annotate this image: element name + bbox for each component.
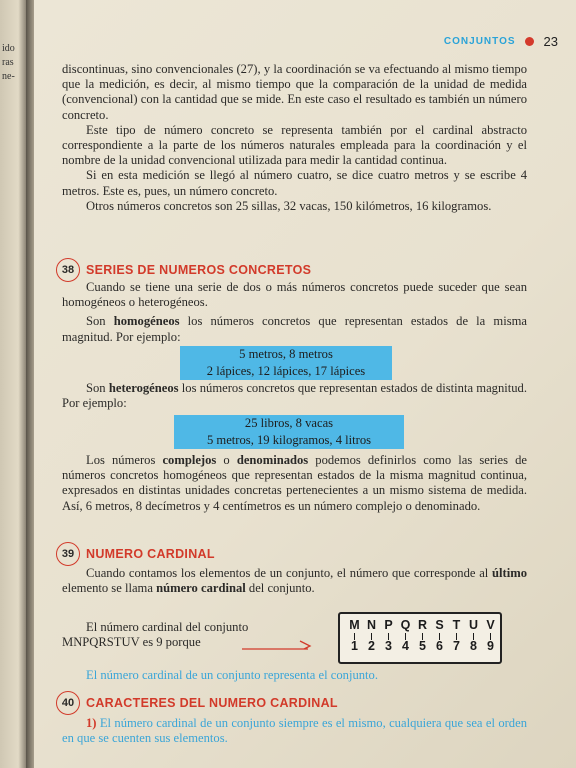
section-title: SERIES DE NUMEROS CONCRETOS [86, 263, 312, 277]
text-run: podemos definirlos como las series de números concretos homogéneos que representan estados de la misma magnitud continua, expresados en distintas unidades concretas pertenecientes a un mismo sistema de medida. Así, 6 metros, 8 decímetros y 4 centímetros es un número complejo o denominado. [62, 453, 528, 513]
section-title: CARACTERES DEL NUMERO CARDINAL [86, 696, 338, 710]
section-40-heading [56, 690, 338, 716]
set-letter: S [435, 618, 444, 632]
example-line: 5 metros, 19 kilogramos, 4 litros [206, 433, 372, 447]
letters-row [346, 618, 499, 632]
item-text: El número cardinal de un conjunto siempre es el mismo, cualquiera que sea el orden en que se cuenten sus elementos. [62, 716, 527, 746]
paragraph [62, 566, 527, 596]
section-40-item [62, 716, 527, 746]
section-number-badge: 39 [56, 542, 80, 566]
term-numero-cardinal: número cardinal [156, 581, 246, 596]
section-38-intro [62, 280, 527, 345]
text-run: los números concretos que representan estados de distinta magnitud. Por ejemplo: [62, 381, 528, 411]
page-number: 23 [543, 34, 558, 49]
set-number: 9 [487, 639, 494, 653]
arrow-icon [242, 637, 314, 651]
paragraph: Si en esta medición se llegó al número cuatro, se dice cuatro metros y se escribe 4 metros. Este es, pues, un número concreto. [62, 168, 527, 198]
previous-page-text [2, 42, 24, 84]
term-ultimo: último [492, 566, 527, 580]
prev-fragment: ido [2, 43, 15, 54]
term-homogeneos: homogéneos [113, 314, 180, 329]
running-head: CONJUNTOS [443, 36, 516, 47]
paragraph: Otros números concretos son 25 sillas, 32 vacas, 150 kilómetros, 16 kilogramos. [86, 198, 492, 213]
set-number: 6 [436, 639, 443, 653]
prev-fragment: ras [2, 57, 14, 68]
book-page [34, 0, 576, 768]
set-number: 1 [351, 639, 358, 653]
term-heterogeneos: heterogéneos [108, 381, 179, 395]
example-box-heterogeneous [174, 415, 404, 449]
text-run: elemento se llama [62, 581, 157, 596]
section-38-complex [62, 453, 527, 514]
intro-text [62, 62, 527, 214]
term-complejos: complejos [162, 453, 217, 467]
example-box-homogeneous [180, 346, 392, 380]
paragraph: Cuando se tiene una serie de dos o más números concretos puede suceder que sean homogéneos o heterogéneos. [62, 280, 527, 310]
set-letter: U [468, 618, 479, 632]
example-line: 25 libros, 8 vacas [244, 416, 334, 430]
section-38-heterogeneous [62, 381, 527, 411]
set-number: 7 [453, 639, 460, 653]
text-run: los números concretos que representan estados de la misma magnitud. Por ejemplo: [62, 314, 527, 344]
page-header [444, 34, 558, 49]
example-line: 2 lápices, 12 lápices, 17 lápices [206, 364, 366, 378]
example-line: El número cardinal del conjunto [86, 620, 249, 634]
set-number: 8 [470, 639, 477, 653]
numbers-row [346, 639, 499, 653]
set-letter: M [349, 618, 360, 632]
set-number: 5 [419, 639, 426, 653]
text-run: o [216, 453, 237, 467]
red-dot-icon [525, 37, 534, 46]
set-letter: N [366, 618, 377, 632]
set-number: 2 [368, 639, 375, 653]
paragraph [62, 453, 527, 514]
section-39-text [62, 566, 527, 596]
cardinal-example-text [62, 620, 248, 650]
letter-number-correspondence [338, 612, 502, 664]
paragraph: Este tipo de número concreto se representa también por el cardinal abstracto correspondiente a la parte de los números naturales empleada para la coordinación y el nombre de la unidad convencional utilizada para medir la cantidad continua. [62, 122, 527, 168]
set-number: 3 [385, 639, 392, 653]
item-number: 1) [86, 716, 97, 730]
text-run: Son [86, 314, 114, 329]
set-letter: Q [400, 618, 411, 632]
text-run: Son [86, 381, 109, 395]
example-line: 5 metros, 8 metros [239, 347, 333, 361]
text-run: Cuando contamos los elementos de un conjunto, el número que corresponde al [86, 566, 493, 580]
paragraph [62, 314, 527, 344]
text-run: del conjunto. [245, 581, 315, 596]
set-letter: V [486, 618, 495, 632]
set-letter: T [452, 618, 461, 632]
text-run: Los números [86, 453, 163, 467]
set-letter: P [384, 618, 393, 632]
cardinal-summary: El número cardinal de un conjunto representa el conjunto. [86, 668, 379, 682]
section-39-heading [56, 541, 215, 567]
section-number-badge: 40 [56, 691, 80, 715]
section-number-badge: 38 [56, 258, 80, 282]
set-letter: R [417, 618, 428, 632]
term-denominados: denominados [236, 453, 309, 467]
prev-fragment: ne- [2, 71, 15, 82]
example-line: MNPQRSTUV es 9 porque [62, 635, 201, 649]
paragraph: discontinuas, sino convencionales (27), y la coordinación se va efectuando al mismo tiempo que la medición, es decir, al mismo tiempo que la comparación de la unidad de medida (convencional) con la cantidad que se mide. En este caso el resultado es también un número concreto. [62, 62, 527, 122]
paragraph [62, 381, 527, 411]
paragraph [62, 716, 527, 746]
set-number: 4 [402, 639, 409, 653]
previous-page-edge [0, 0, 26, 768]
section-title: NUMERO CARDINAL [86, 547, 215, 561]
